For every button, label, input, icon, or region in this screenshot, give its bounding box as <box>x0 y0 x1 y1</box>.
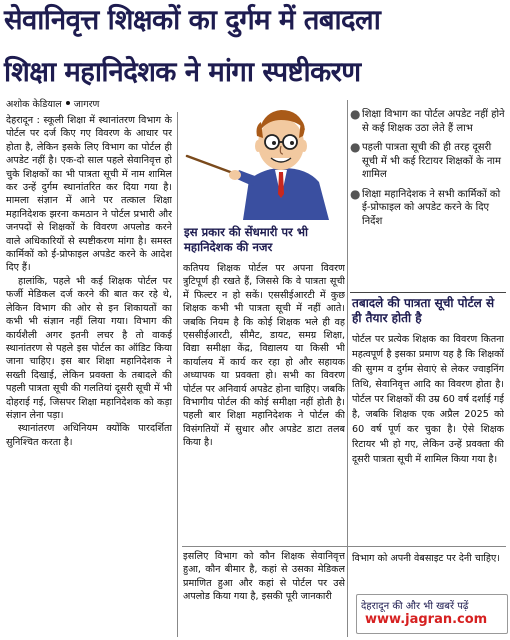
column1-paragraph-3: स्थानांतरण अधिनियम क्योंकि पारदर्शिता सुनिश्चित करता है। <box>6 423 172 448</box>
article-column-3 <box>352 332 504 550</box>
middle-subheading: इस प्रकार की सेंधमारी पर भी महानिदेशक की नजर <box>184 225 308 254</box>
byline-author: अशोक केडियाल <box>6 99 62 110</box>
bottom-section-divider <box>182 546 506 547</box>
headline-line-2: शिक्षा महानिदेशक ने मांगा स्पष्टीकरण <box>4 56 361 88</box>
middle-bottom-paragraph: इसलिए विभाग को कौन शिक्षक सेवानिवृत्त हुआ, कौन बीमार है, कहां से उसका मेडिकल प्रमाणित हुआ और कहां से पोर्टल पर उसे अपलोड किया गया है, इसकी पूरी जानकारी <box>183 551 345 603</box>
more-news-text: देहरादून की और भी खबरें पढ़ें <box>361 601 469 612</box>
teacher-cartoon-illustration <box>183 98 343 220</box>
highlights-list <box>350 108 506 234</box>
right-paragraph: पोर्टल पर प्रत्येक शिक्षक का विवरण कितना महत्वपूर्ण है इसका प्रमाण यह है कि शिक्षकों की सुगम व दुर्गम सेवाएं से लेकर ज्वाइनिंग तिथि, सेवानिवृत्त आदि का विवरण होता है। पोर्टल पर शिक्षकों की उम्र 60 वर्ष दर्शाई गई है, जबकि शिक्षक एक अप्रैल 2025 को 60 वर्ष पूर्ण कर चुका है। ऐसे शिक्षक रिटायर भी हो गए, लेकिन उन्हें प्रवक्ता की दूसरी पात्रता सूची में शामिल किया गया है। <box>352 334 504 465</box>
bullet-icon: ● <box>350 186 361 201</box>
article-column-1 <box>6 114 172 638</box>
bullet-icon: ● <box>350 107 361 121</box>
byline <box>6 97 99 110</box>
highlight-text: शिक्षा विभाग का पोर्टल अपडेट नहीं होने से कई शिक्षक उठा लेते हैं लाभ <box>362 109 505 134</box>
byline-source: जागरण <box>73 99 100 110</box>
right-bottom-paragraph: विभाग को अपनी वेबसाइट पर देनी चाहिए। <box>352 553 500 564</box>
byline-separator <box>66 101 70 105</box>
highlight-item <box>350 141 506 182</box>
more-news-promo[interactable] <box>356 594 508 634</box>
column1-paragraph-1: देहरादून : स्कूली शिक्षा में स्थानांतरण विभाग के पोर्टल पर दर्ज किए गए विवरण के आधार पर होता है, लेकिन इसके लिए विभाग का पोर्टल ही अपडेट नहीं है। एक-दो साल पहले सेवानिवृत्त हो चुके शिक्षकों का भी पात्रता सूची में नाम शामिल कर उन्हें दुर्गम स्थानांतरित कर दिया गया है। मामला संज्ञान में आने पर तत्काल शिक्षा महानिदेशक झरना कमठान ने पोर्टल प्रभारी और जनपदों से शिक्षकों के विवरण अपलोड करने वाले अधिकारियों से स्पष्टीकरण मांगा है। समस्त कार्मिकों को ई-प्रोफाइल अपडेट करने के आदेश दिए हैं। <box>6 115 172 274</box>
column-divider-2 <box>347 100 348 637</box>
column1-paragraph-2: हालांकि, पहले भी कई शिक्षक पोर्टल पर फर्जी मेडिकल दर्ज करने की बात कर रहे थे, लेकिन विभाग की ओर से इन शिकायतों का कभी भी संज्ञान नहीं लिया गया। विभाग की कार्यशैली अगर इतनी लचर है तो वाकई स्थानांतरण से पहले इस पोर्टल का ऑडिट किया जाना चाहिए। इस बार शिक्षा महानिदेशक ने सख्ती दिखाई, लेकिन प्रवक्ता के तबादले की पहली पात्रता सूची की गलतियां दूसरी सूची में भी दोहराई गई, जिसपर शिक्षा महानिदेशक को कड़ा संज्ञान लेना पड़ा। <box>6 275 172 421</box>
highlight-item <box>350 188 506 229</box>
article-column-5 <box>352 552 504 592</box>
column-divider-1 <box>177 112 178 637</box>
right-subheading: तबादले की पात्रता सूची पोर्टल से ही तैयार होती है <box>352 296 495 325</box>
article-column-4 <box>183 550 345 640</box>
highlight-text: पहली पात्रता सूची की ही तरह दूसरी सूची में भी कई रिटायर शिक्षकों के नाम शामिल <box>362 142 501 180</box>
middle-paragraph: कतिपय शिक्षक पोर्टल पर अपना विवरण त्रुटिपूर्ण ही रखते हैं, जिससे कि वे पात्रता सूची में फिल्टर न हो सकें। एससीईआरटी में कुछ शिक्षक कभी भी पात्रता सूची में नहीं आते। जबकि नियम है कि कोई शिक्षक भले ही वह एससीईआरटी, सीमैट, डायट, समग्र शिक्षा, विद्या समीक्षा केंद्र, विद्यालय या किसी भी कार्यालय में कार्य कर रहा हो और सहायक अध्यापक या प्रवक्ता हो। सभी का विवरण पोर्टल पर अनिवार्य अपडेट होना चाहिए। जबकि विभागीय पोर्टल की कोई समीक्षा नहीं होती है। पहली बार शिक्षा महानिदेशक ने पोर्टल की विसंगतियों में सुधार और अपडेट डाटा तलब किया है। <box>183 263 345 449</box>
highlight-text: शिक्षा महानिदेशक ने सभी कार्मिकों को ई-प्रोफाइल को अपडेट करने के दिए निर्देश <box>362 188 501 227</box>
website-link[interactable]: www.jagran.com <box>365 612 488 627</box>
bullet-icon: ● <box>350 140 361 154</box>
highlights-divider <box>350 292 506 293</box>
headline-line-1: सेवानिवृत्त शिक्षकों का दुर्गम में तबादला <box>4 4 381 36</box>
article-column-2 <box>183 262 345 547</box>
highlight-item <box>350 108 506 135</box>
